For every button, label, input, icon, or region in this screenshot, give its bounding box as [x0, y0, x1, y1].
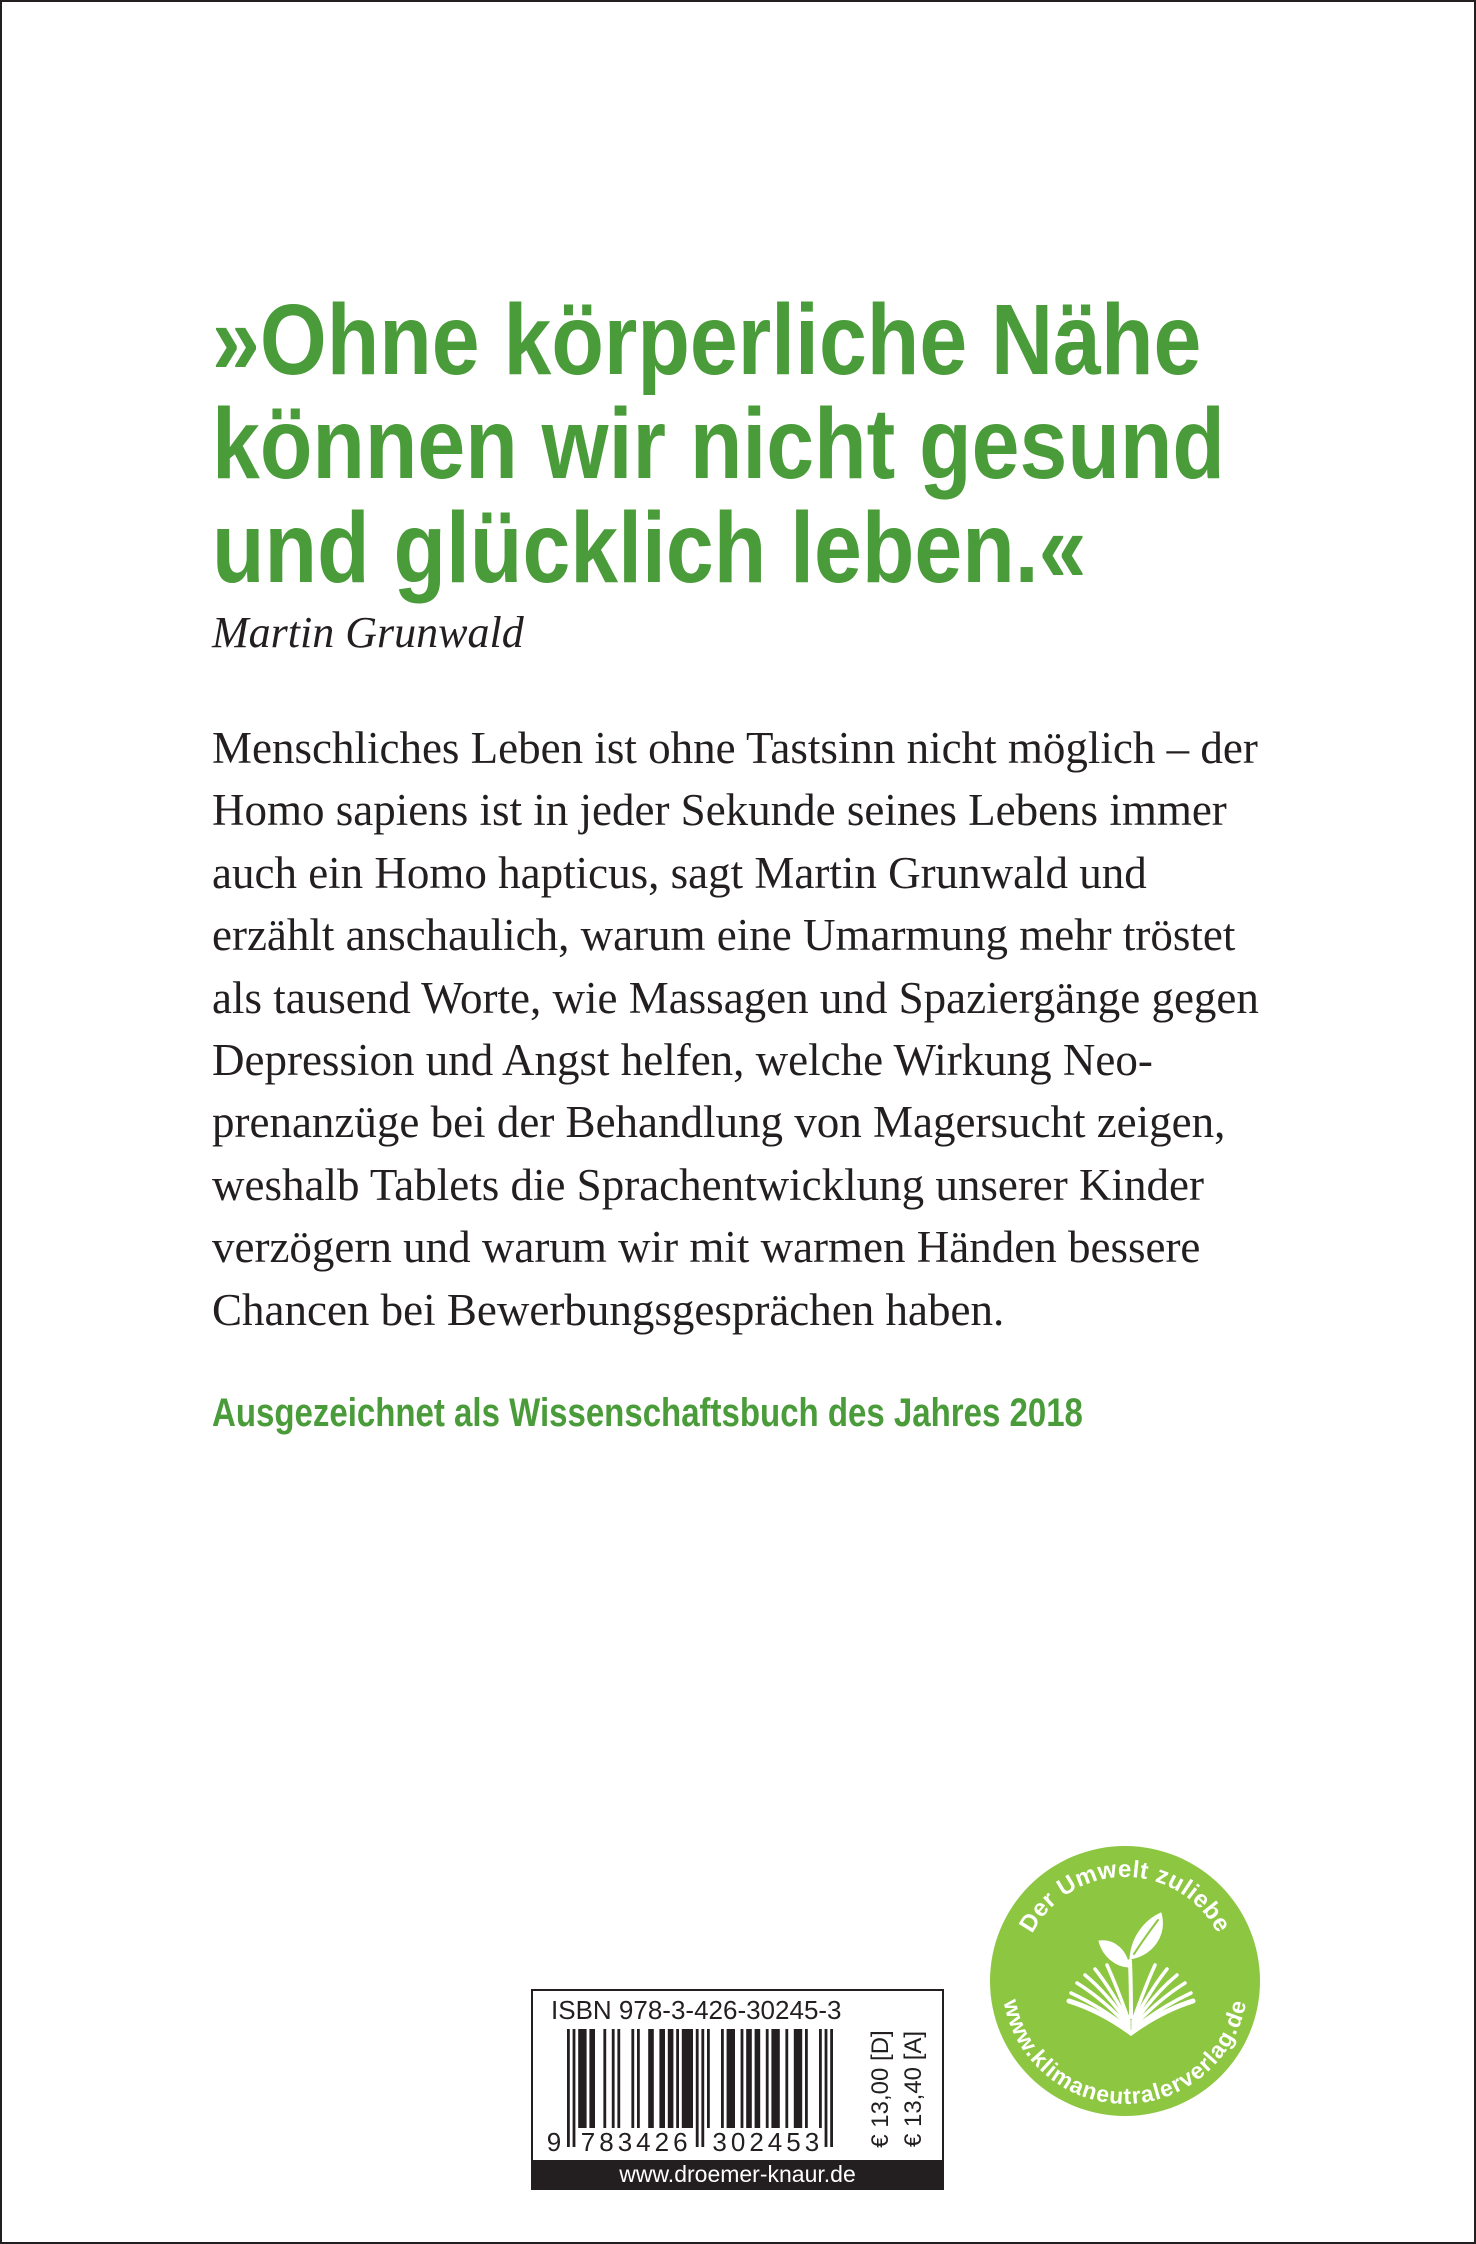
barcode-bar: [589, 2029, 595, 2128]
barcode-bar: [805, 2029, 808, 2128]
barcode-label: [531, 1989, 944, 2190]
blurb-line: verzögern und warum wir mit warmen Händen bessere: [212, 1222, 1201, 1273]
price-germany: € 13,00 [D]: [867, 2030, 894, 2148]
barcode-guard-bar: [830, 2029, 833, 2147]
blurb-line: Chancen bei Bewerbungsgesprächen haben.: [212, 1284, 1005, 1335]
quote-line: »Ohne körperliche Nähe: [212, 284, 1202, 396]
blurb-paragraph: [212, 717, 1412, 1341]
price-austria: € 13,40 [A]: [900, 2030, 927, 2148]
badge-circle: [990, 1846, 1260, 2116]
barcode-digit-first: 9: [546, 2127, 562, 2157]
blurb-line: prenanzüge bei der Behandlung von Magersucht zeigen,: [212, 1097, 1226, 1148]
badge-bottom-text: www.klimaneutralerverlag.de: [998, 1996, 1252, 2110]
barcode-bar: [631, 2029, 634, 2128]
barcode-bar: [617, 2029, 620, 2128]
climate-neutral-badge: [985, 1841, 1265, 2121]
barcode-bar: [727, 2029, 735, 2128]
blurb-line: Menschliches Leben ist ohne Tastsinn nicht möglich – der: [212, 723, 1258, 773]
barcode-bar: [766, 2029, 769, 2128]
quote-author: Martin Grunwald: [212, 608, 524, 657]
barcode-bar: [794, 2029, 802, 2128]
blurb-line: Depression und Angst helfen, welche Wirkung Neo-: [212, 1034, 1153, 1085]
barcode-bar: [721, 2029, 724, 2128]
barcode-bar: [578, 2029, 586, 2128]
barcode-guard-bar: [701, 2029, 704, 2147]
barcode-bar: [668, 2029, 674, 2128]
barcode-bar: [771, 2029, 779, 2128]
blurb-line: weshalb Tablets die Sprachentwicklung unserer Kinder: [212, 1159, 1204, 1210]
quote: [212, 284, 1432, 604]
barcode-bar: [676, 2029, 679, 2128]
barcode-bar: [707, 2029, 710, 2128]
isbn-text: ISBN 978-3-426-30245-3: [551, 1995, 842, 2025]
blurb-line: Homo sapiens ist in jeder Sekunde seines Lebens immer: [212, 785, 1227, 836]
barcode-digits-right: 302453: [712, 2127, 824, 2157]
barcode-bar: [785, 2029, 788, 2128]
barcode-guard-bar: [825, 2029, 828, 2147]
barcode-bar: [755, 2029, 761, 2128]
barcode-guard-bar: [567, 2029, 570, 2147]
barcode-bar: [612, 2029, 615, 2128]
quote-line: können wir nicht gesund: [212, 388, 1225, 500]
barcode-bar: [741, 2029, 744, 2128]
quote-line: und glücklich leben.«: [212, 492, 1087, 604]
barcode-bar: [648, 2029, 654, 2128]
badge-top-text: Der Umwelt zuliebe: [1014, 1855, 1237, 1937]
barcode-bar: [819, 2029, 822, 2128]
barcode-bar: [603, 2029, 606, 2128]
blurb-line: auch ein Homo hapticus, sagt Martin Grunwald und: [212, 847, 1147, 898]
barcode-guard-bar: [696, 2029, 699, 2147]
barcode-bar: [659, 2029, 665, 2128]
award-line: Ausgezeichnet als Wissenschaftsbuch des Jahres 2018: [212, 1391, 1083, 1435]
publisher-url: www.droemer-knaur.de: [533, 2160, 942, 2188]
barcode-digits-left: 783426: [580, 2127, 692, 2157]
blurb-line: als tausend Worte, wie Massagen und Spaziergänge gegen: [212, 972, 1259, 1023]
barcode-bar: [637, 2029, 640, 2128]
barcode-bar: [682, 2029, 693, 2128]
blurb-line: erzählt anschaulich, warum eine Umarmung mehr tröstet: [212, 910, 1236, 961]
barcode-bar: [746, 2029, 752, 2128]
